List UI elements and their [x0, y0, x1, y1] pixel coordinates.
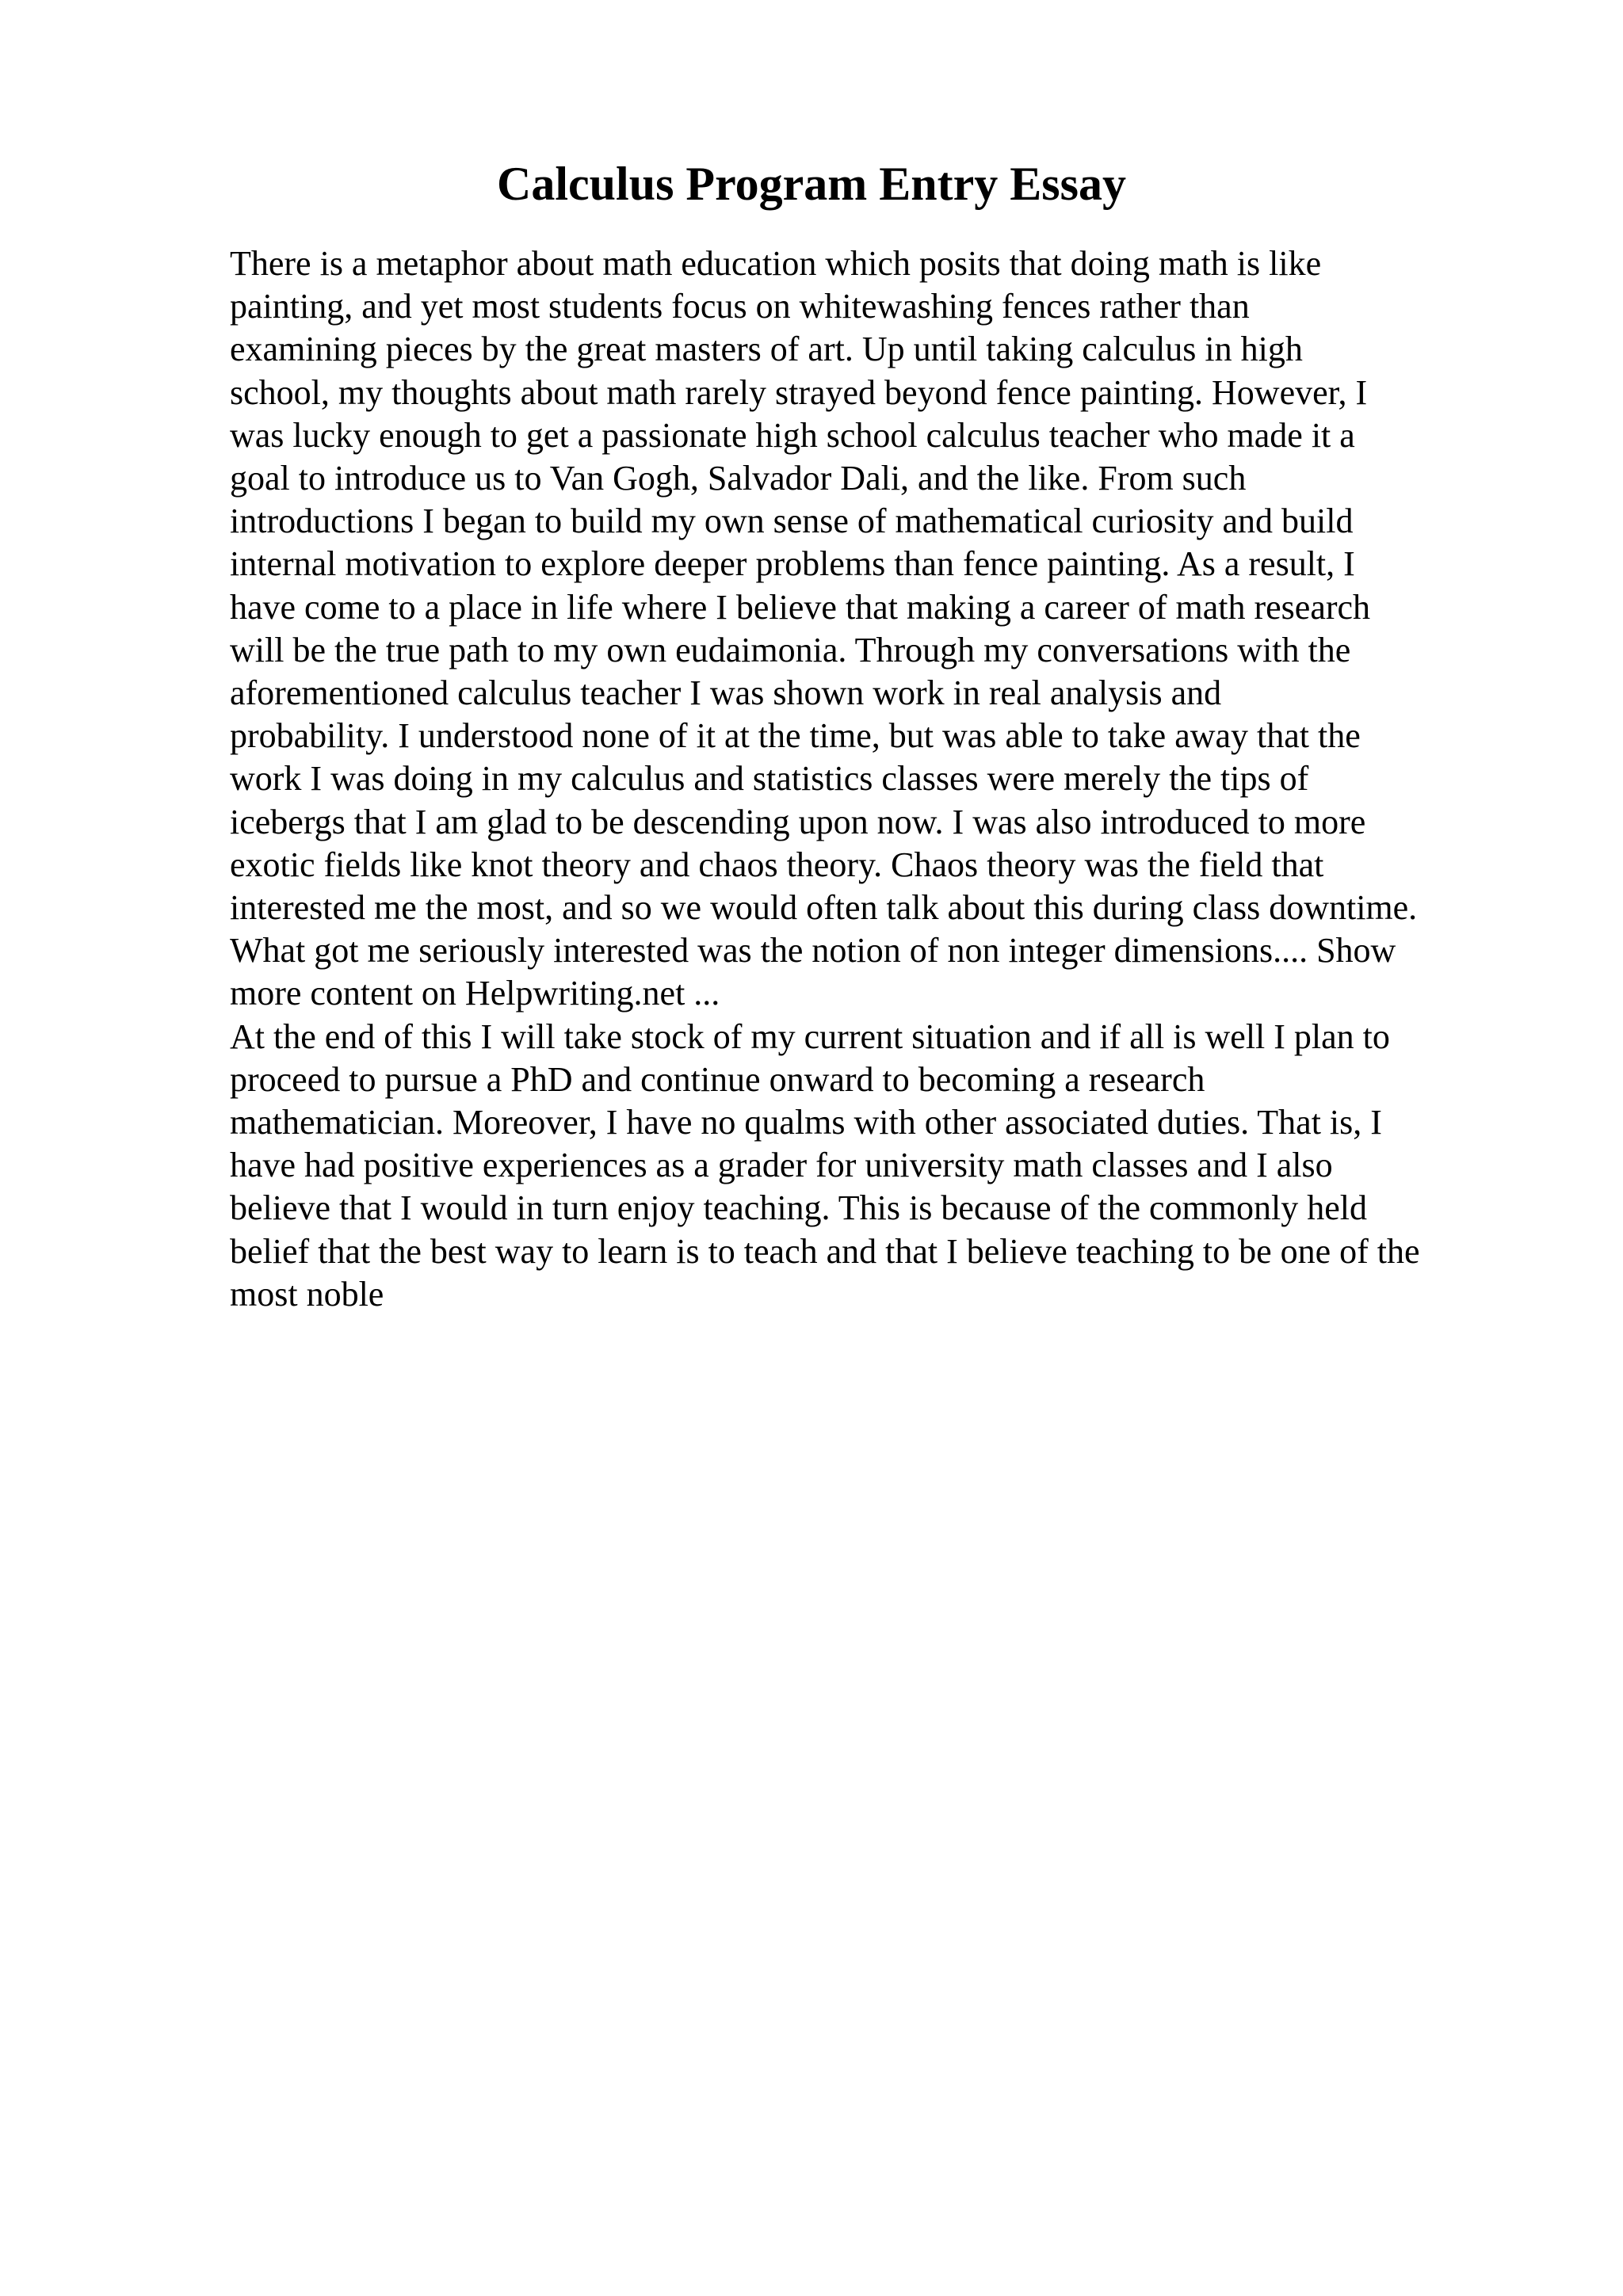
essay-line: proceed to pursue a PhD and continue onward to becoming a research	[230, 1059, 1205, 1099]
essay-line: most noble	[230, 1274, 384, 1314]
essay-line: have had positive experiences as a grader for university math classes and I also	[230, 1146, 1333, 1185]
essay-line: exotic fields like knot theory and chaos theory. Chaos theory was the field that	[230, 845, 1324, 884]
essay-line: more content on Helpwriting.net ...	[230, 974, 720, 1013]
essay-line: icebergs that I am glad to be descending upon now. I was also introduced to more	[230, 802, 1366, 841]
essay-line: There is a metaphor about math education which posits that doing math is like	[230, 244, 1322, 283]
essay-line: believe that I would in turn enjoy teaching. This is because of the commonly held	[230, 1188, 1367, 1228]
document-title: Calculus Program Entry Essay	[497, 158, 1126, 210]
essay-line: was lucky enough to get a passionate high school calculus teacher who made it a	[230, 415, 1355, 455]
essay-line: What got me seriously interested was the notion of non integer dimensions.... Show	[230, 931, 1396, 971]
essay-line: belief that the best way to learn is to teach and that I believe teaching to be one of the	[230, 1231, 1420, 1271]
essay-line: goal to introduce us to Van Gogh, Salvador Dali, and the like. From such	[230, 459, 1247, 498]
essay-line: introductions I began to build my own sense of mathematical curiosity and build	[230, 502, 1354, 541]
essay-line: painting, and yet most students focus on whitewashing fences rather than	[230, 287, 1250, 326]
essay-line: have come to a place in life where I believe that making a career of math research	[230, 587, 1371, 627]
essay-line: internal motivation to explore deeper problems than fence painting. As a result, I	[230, 544, 1355, 584]
essay-line: aforementioned calculus teacher I was shown work in real analysis and	[230, 673, 1222, 713]
essay-line: At the end of this I will take stock of my current situation and if all is well I plan to	[230, 1016, 1390, 1056]
essay-line: interested me the most, and so we would often talk about this during class downtime.	[230, 888, 1418, 928]
essay-line: mathematician. Moreover, I have no qualms with other associated duties. That is, I	[230, 1103, 1382, 1142]
essay-body	[230, 242, 1514, 1316]
essay-line: probability. I understood none of it at the time, but was able to take away that the	[230, 716, 1361, 756]
essay-line: examining pieces by the great masters of art. Up until taking calculus in high	[230, 330, 1303, 369]
essay-line: will be the true path to my own eudaimonia. Through my conversations with the	[230, 630, 1351, 669]
essay-line: school, my thoughts about math rarely strayed beyond fence painting. However, I	[230, 372, 1368, 412]
essay-line: work I was doing in my calculus and statistics classes were merely the tips of	[230, 759, 1309, 799]
